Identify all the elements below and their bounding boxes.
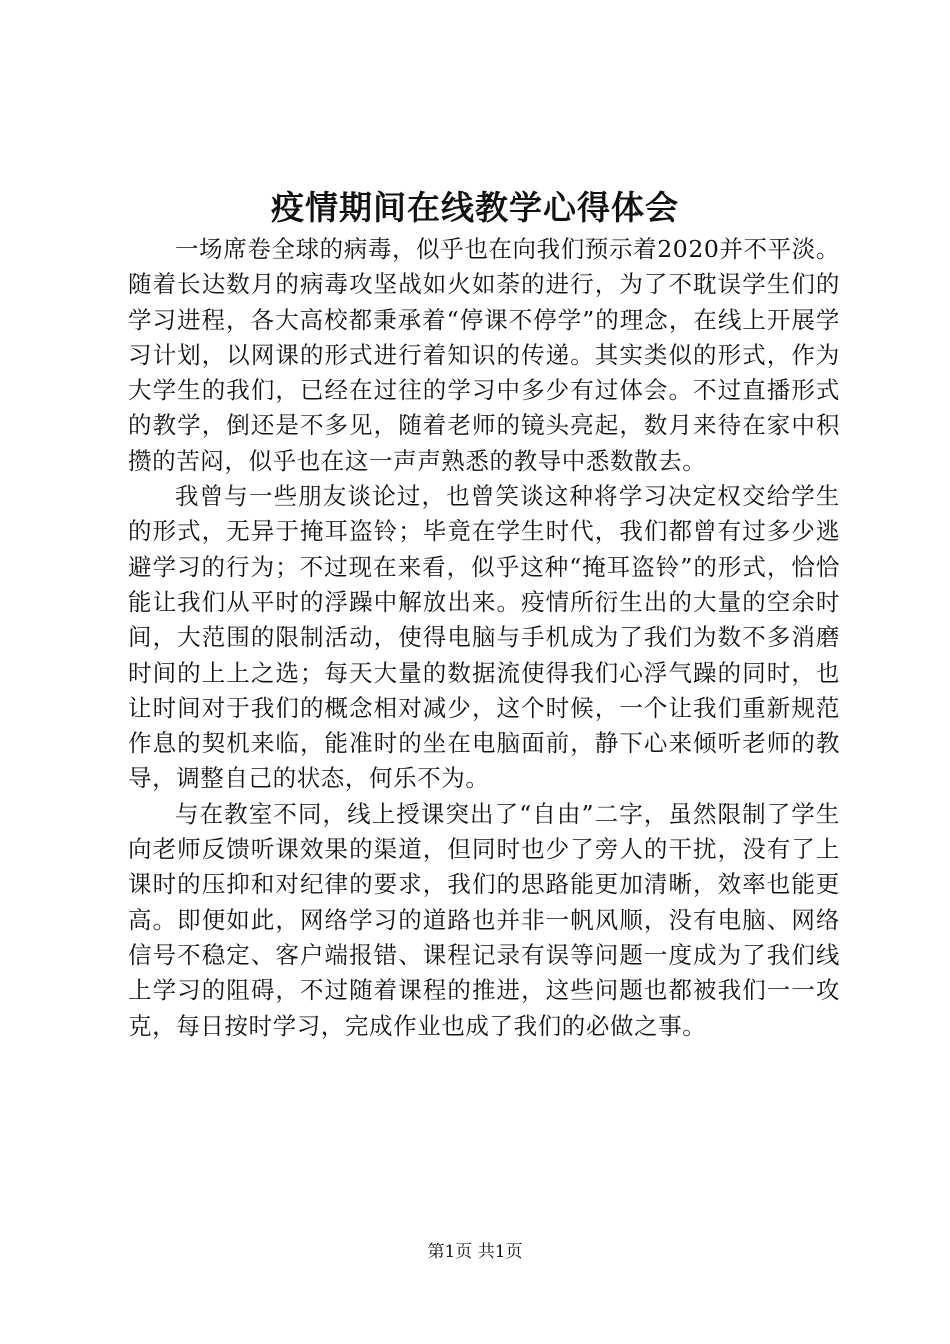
document-body bbox=[128, 232, 840, 1044]
page-footer: 第1页 共1页 bbox=[427, 1242, 523, 1262]
paragraph-1: 一场席卷全球的病毒，似乎也在向我们预示着2020并不平淡。随着长达数月的病毒攻坚战如火如荼的进行，为了不耽误学生们的学习进程，各大高校都秉承着“停课不停学”的理念，在线上开展学习计划，以网课的形式进行着知识的传递。其实类似的形式，作为大学生的我们，已经在过往的学习中多少有过体会。不过直播形式的教学，倒还是不多见，随着老师的镜头亮起，数月来待在家中积攒的苦闷，似乎也在这一声声熟悉的教导中悉数散去。 bbox=[128, 235, 840, 475]
paragraph-2: 我曾与一些朋友谈论过，也曾笑谈这种将学习决定权交给学生的形式，无异于掩耳盗铃；毕竟在学生时代，我们都曾有过多少逃避学习的行为；不过现在来看，似乎这种“掩耳盗铃”的形式，恰恰能让我们从平时的浮躁中解放出来。疫情所衍生出的大量的空余时间，大范围的限制活动，使得电脑与手机成为了我们为数不多消磨时间的上上之选；每天大量的数据流使得我们心浮气躁的同时，也让时间对于我们的概念相对减少，这个时候，一个让我们重新规范作息的契机来临，能准时的坐在电脑面前，静下心来倾听老师的教导，调整自己的状态，何乐不为。 bbox=[128, 482, 840, 793]
document-title: 疫情期间在线教学心得体会 bbox=[271, 188, 679, 227]
paragraph-3: 与在教室不同，线上授课突出了“自由”二字，虽然限制了学生向老师反馈听课效果的渠道，但同时也少了旁人的干扰，没有了上课时的压抑和对纪律的要求，我们的思路能更加清晰，效率也能更高。即便如此，网络学习的道路也并非一帆风顺，没有电脑、网络信号不稳定、客户端报错、课程记录有误等问题一度成为了我们线上学习的阻碍，不过随着课程的推进，这些问题也都被我们一一攻克，每日按时学习，完成作业也成了我们的必做之事。 bbox=[128, 799, 840, 1040]
